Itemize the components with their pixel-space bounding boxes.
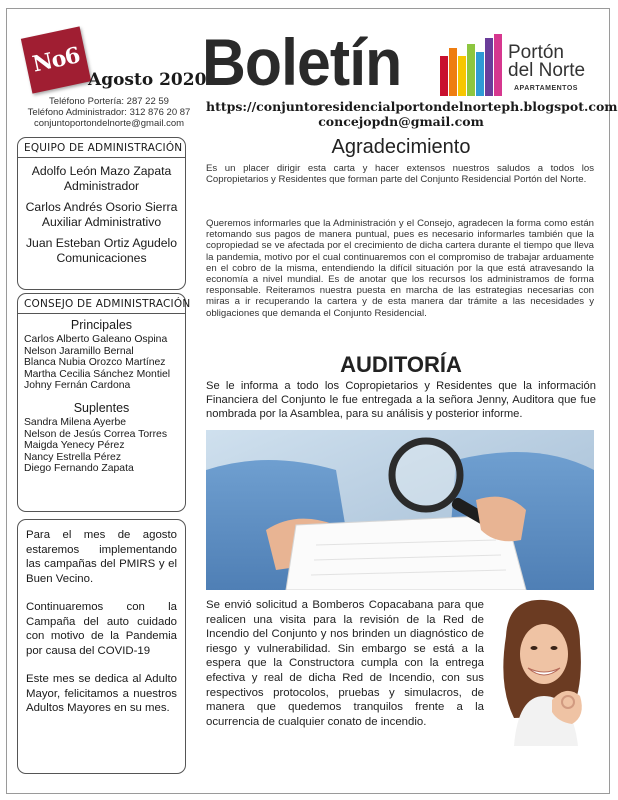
team-member: [20, 164, 183, 194]
principal-member: Martha Cecilia Sánchez Montiel: [24, 368, 171, 380]
logo-bar: [485, 38, 493, 96]
alternate-member: Nelson de Jesús Correa Torres: [24, 428, 168, 440]
logo-bar: [467, 44, 475, 96]
logo-name: [508, 44, 585, 80]
team-member: [20, 200, 183, 230]
logo-name-line2: del Norte: [508, 60, 586, 81]
contact-phone-admin: Teléfono Administrador: 312 876 20 87: [27, 107, 191, 118]
note-self-care: Continuaremos con la Campaña del auto cuidado con motivo de la Pandemia por causa del COVID-19: [26, 601, 177, 657]
contact-phone-porteria: Teléfono Portería: 287 22 59: [49, 96, 169, 107]
contact-block: [18, 96, 200, 129]
alternates-heading: Suplentes: [73, 400, 130, 415]
notes-box: [17, 519, 186, 774]
principal-member: Nelson Jaramillo Bernal: [24, 345, 134, 357]
note-elderly: Este mes se dedica al Adulto Mayor, felicitamos a nuestros Adultos Mayores en su mes.: [26, 673, 177, 714]
contact-email[interactable]: conjuntoportondelnorte@gmail.com: [33, 118, 185, 129]
logo-bar: [476, 52, 484, 96]
smiling-woman-photo: [488, 596, 594, 746]
magnifying-glass-photo: [206, 430, 594, 590]
auditoria-heading: AUDITORÍA: [340, 352, 462, 377]
principals-heading: Principales: [70, 318, 133, 332]
alternate-member: Nancy Estrella Pérez: [24, 451, 122, 463]
member-name: Carlos Andrés Osorio Sierra: [25, 200, 178, 214]
member-name: Adolfo León Mazo Zapata: [31, 164, 172, 178]
principal-member: Johny Fernán Cardona: [24, 380, 131, 392]
bomberos-paragraph: Se envió solicitud a Bomberos Copacabana para que realicen una visita para la revisión de la Red de Incendio del Conjunto y nos brinden un diagnóstico de riesgo y vulnerabilidad. Sin embargo se está a la espera que la Constructora cumpla con la entrega efectiva y real de dicha Red de Incendio, con sus respectivos protocolos, pruebas y simulacros, de manera que quedemos tranquilos frente a la ocurrencia de cualquier conato de incendio.: [206, 599, 484, 728]
agradecimiento-paragraph-1: Es un placer dirigir esta carta y hacer extensos nuestros saludos a todos los Copropietarios y Residentes que forman parte del Conjunto Residencial Portón del Norte.: [206, 163, 594, 186]
logo-name-line1: Portón: [508, 42, 564, 63]
agradecimiento-heading: Agradecimiento: [331, 136, 471, 158]
blog-url-link[interactable]: https://conjuntoresidencialportondelnorteph.blogspot.com: [206, 99, 618, 114]
logo-bars-icon: [440, 34, 502, 96]
agradecimiento-paragraph-2: Queremos informarles que la Administración y el Consejo, agradecen la forma como están retomando sus pagos de manera puntual, pues es necesario informarles también que la copropiedad se ve afectada por el crecimiento de dicha cartera durante el tiempo que lleva la pandemia, motivo por el cual continuaremos con el compromiso de trabajar arduamente en el cobro de la misma, entendiendo la difícil situación por la que está atravesando la economía a nivel mundial. Es de anotar que los recursos los administramos de forma responsable. Reiteramos nuestra puesta en marcha de las estrategias necesarias con miras a ir recuperando la cartera y de esta manera dar trámite a las necesidades y obligaciones que demanda el Conjunto Residencial.: [206, 218, 594, 319]
logo-bar: [440, 56, 448, 96]
team-member: [20, 236, 183, 266]
admin-team-heading: EQUIPO DE ADMINISTRACIÓN: [18, 138, 185, 158]
alternate-member: Sandra Milena Ayerbe: [24, 416, 127, 428]
member-role: Comunicaciones: [56, 251, 147, 265]
logo-bar: [449, 48, 457, 96]
admin-team-list: [18, 164, 185, 266]
council-email-link[interactable]: concejopdn@gmail.com: [318, 114, 484, 129]
issue-number: No6: [30, 42, 82, 78]
alternate-member: Diego Fernando Zapata: [24, 463, 134, 475]
member-role: Administrador: [63, 179, 140, 193]
issue-date: Agosto 2020: [88, 70, 207, 90]
member-role: Auxiliar Administrativo: [41, 215, 162, 229]
principal-member: Blanca Nubia Orozco Martínez: [24, 357, 166, 369]
auditoria-paragraph: Se le informa a todo los Copropietarios y Residentes que la información Financiera del Conjunto le fue entregada a la señora Jenny, Auditora que fue nombrada por la Asamblea, para su análisis y posterior informe.: [206, 380, 596, 420]
logo-subtitle: APARTAMENTOS: [514, 85, 578, 92]
principal-member: Carlos Alberto Galeano Ospina: [24, 334, 168, 345]
admin-team-box: [17, 137, 186, 290]
council-box: [17, 293, 191, 512]
logo-bar: [494, 34, 502, 96]
note-campaigns: Para el mes de agosto estaremos implementando las campañas del PMIRS y el Buen Vecino.: [26, 529, 177, 585]
council-heading: CONSEJO DE ADMINISTRACIÓN: [18, 294, 185, 314]
alternate-member: Maigda Yenecy Pérez: [24, 440, 125, 452]
logo-bar: [458, 56, 466, 96]
newsletter-title: Boletín: [202, 25, 402, 99]
member-name: Juan Esteban Ortiz Agudelo: [25, 236, 178, 250]
